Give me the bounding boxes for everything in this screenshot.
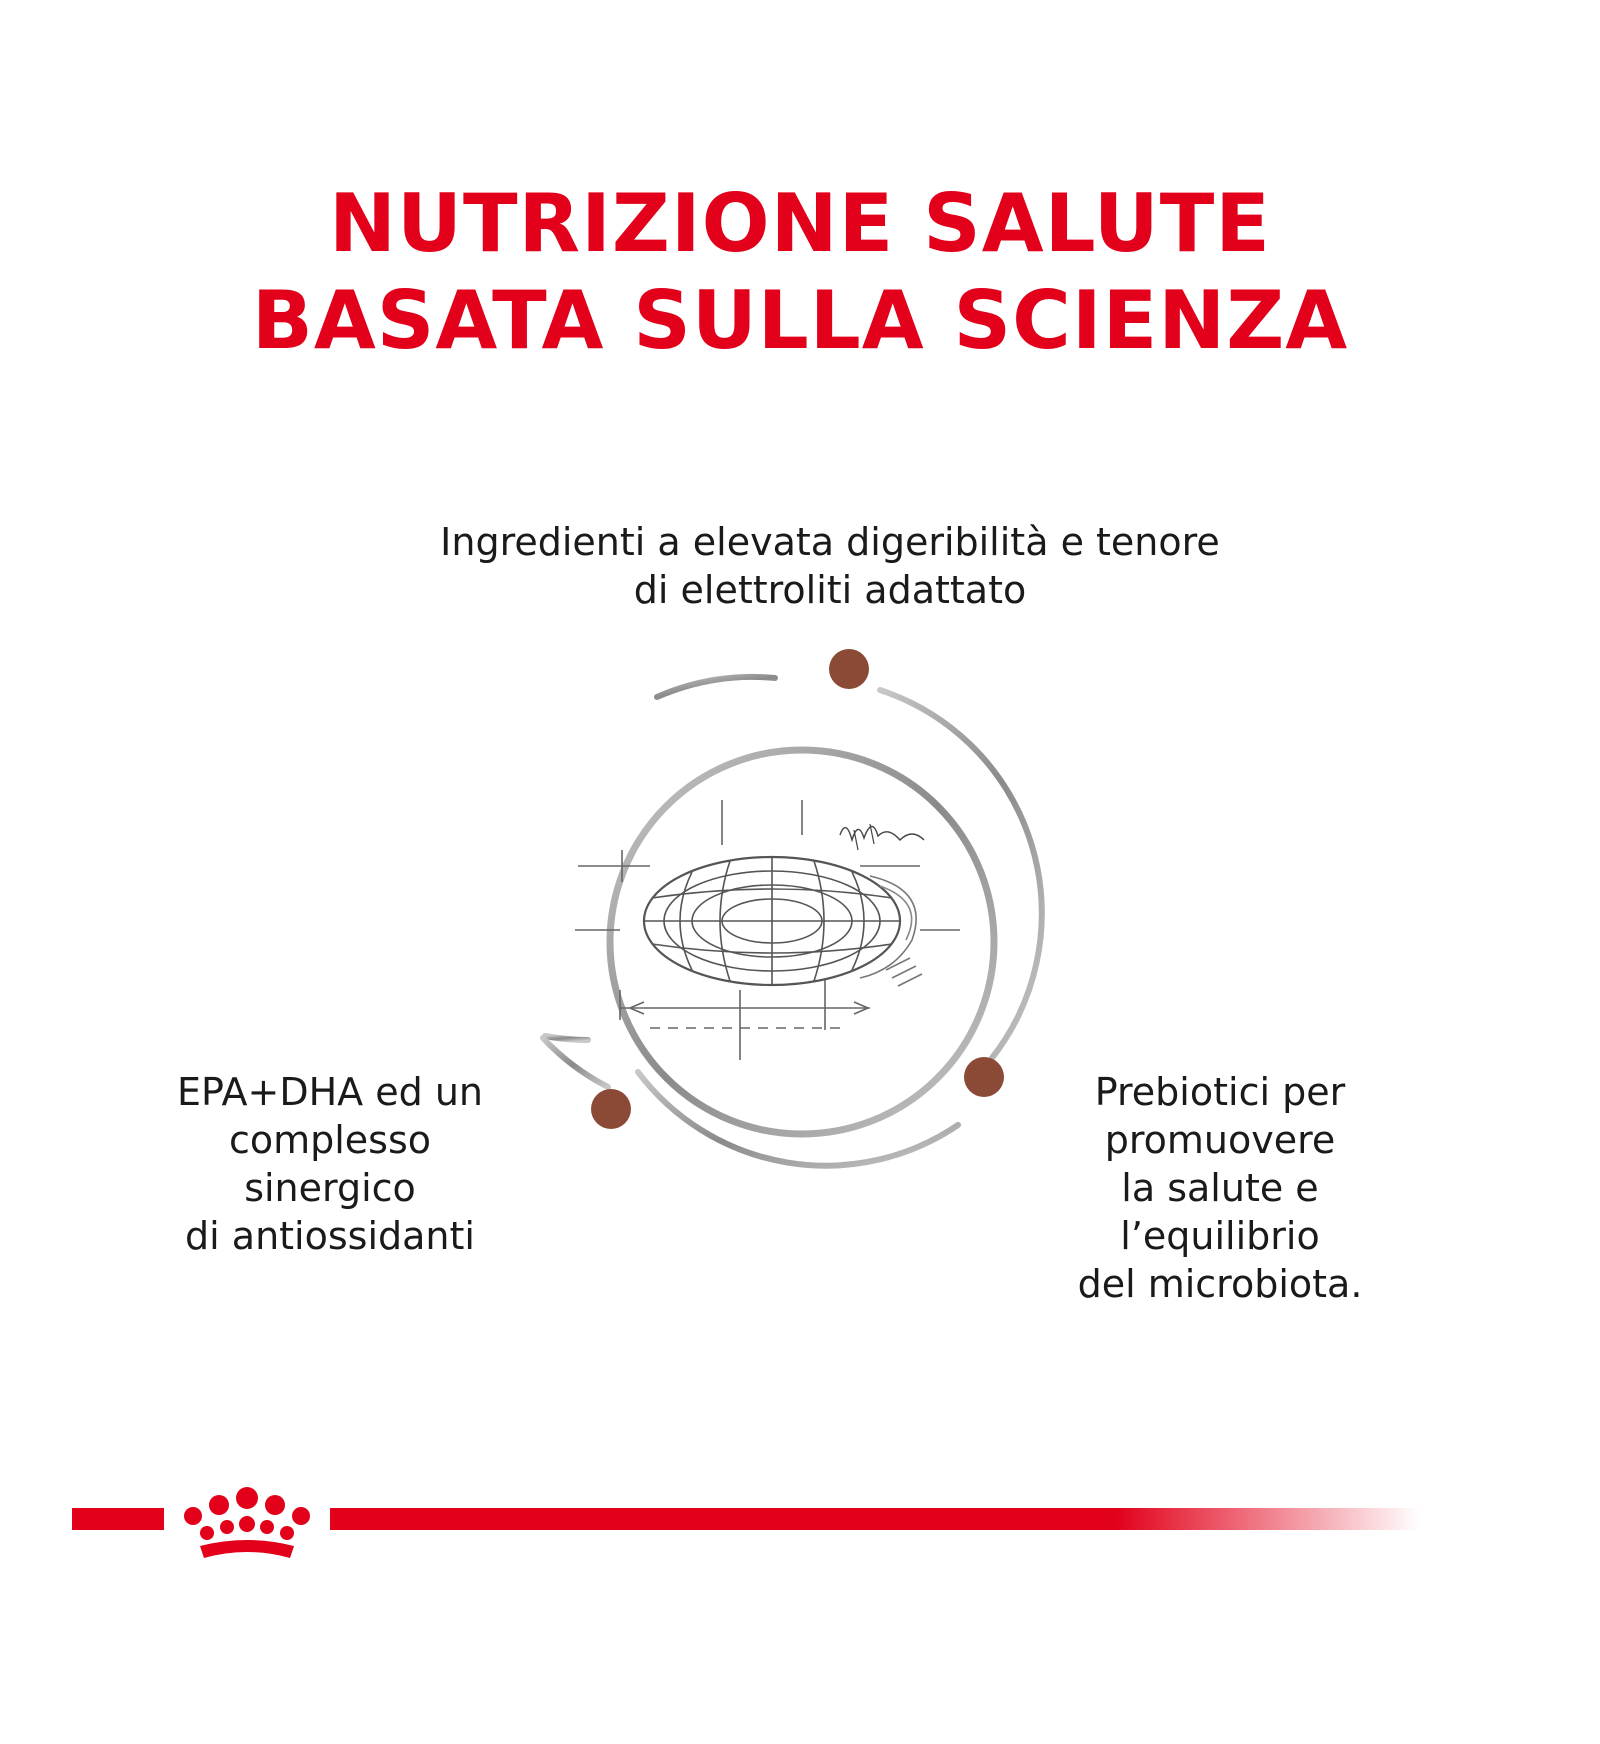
brand-bar-left	[72, 1508, 164, 1530]
brand-bar-right	[330, 1508, 1420, 1530]
feature-text-line: la salute e	[1121, 1166, 1319, 1210]
feature-text-line: EPA+DHA ed un	[177, 1070, 483, 1114]
feature-text-line: promuovere	[1104, 1118, 1336, 1162]
title-line-1: NUTRIZIONE SALUTE	[329, 177, 1271, 270]
marker-dot-left	[591, 1089, 631, 1129]
feature-digestibility	[400, 518, 1260, 614]
feature-text-line: di elettroliti adattato	[633, 568, 1027, 612]
feature-text-line: Prebiotici per	[1094, 1070, 1346, 1114]
outer-ring-arc	[880, 690, 1042, 1058]
feature-antioxidants	[140, 1068, 520, 1260]
feature-text-line: sinergico	[244, 1166, 416, 1210]
brand-footer	[0, 1460, 1600, 1570]
feature-prebiotics	[1040, 1068, 1400, 1308]
page-title	[0, 175, 1600, 369]
feature-text-line: di antiossidanti	[185, 1214, 475, 1258]
feature-text-line: complesso	[228, 1118, 432, 1162]
kibble-sketch-icon	[575, 800, 960, 1060]
title-line-2: BASATA SULLA SCIENZA	[251, 274, 1349, 367]
outer-ring-arc	[545, 1036, 588, 1040]
marker-dot-right	[964, 1057, 1004, 1097]
royal-crown-icon	[184, 1487, 310, 1558]
outer-ring-arc	[543, 1038, 608, 1087]
outer-ring-arc	[638, 1072, 958, 1166]
marker-dot-top	[829, 649, 869, 689]
outer-ring-arc	[657, 677, 775, 697]
benefits-diagram	[540, 640, 1060, 1200]
feature-text-line: del microbiota.	[1077, 1262, 1363, 1306]
feature-text-line: l’equilibrio	[1120, 1214, 1320, 1258]
feature-text-line: Ingredienti a elevata digeribilità e tenore	[440, 520, 1220, 564]
